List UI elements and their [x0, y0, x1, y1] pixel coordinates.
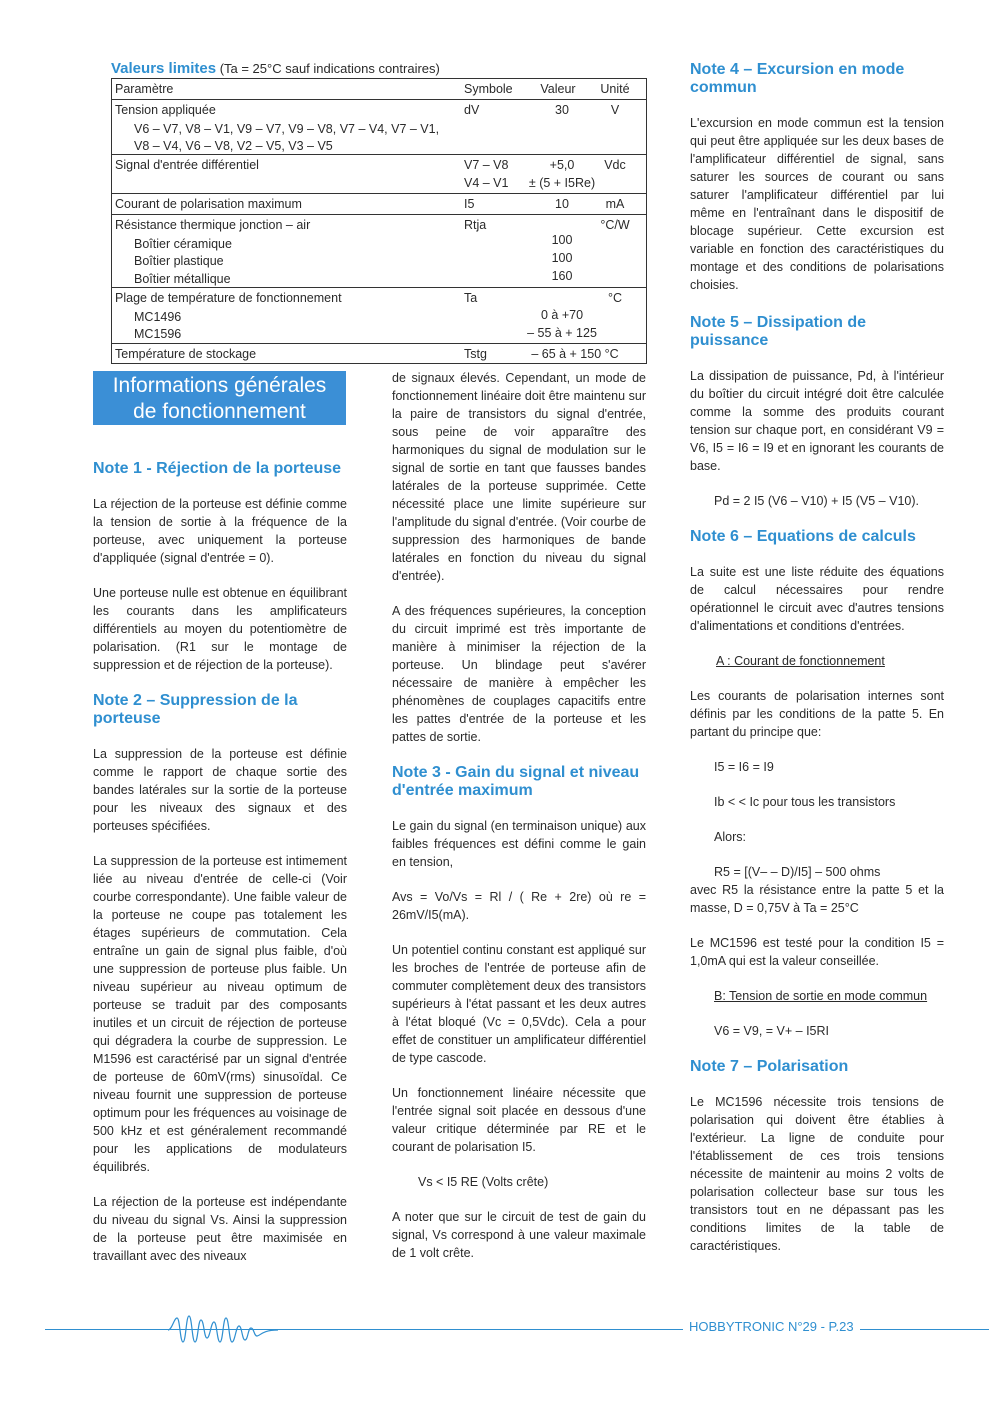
limits-title-note: (Ta = 25°C sauf indications contraires) — [219, 61, 440, 76]
note2-paragraph-4: A des fréquences supérieures, la conception du circuit imprimé est très importante de manière à minimiser la réjection de la porteuse. Un blindage peut s'avérer nécessaire de manière à empêcher les phénomènes de couplages capacitifs entre les pattes d'entrée de la porteuse et les pattes de sortie. — [392, 604, 646, 744]
note6-subheading-b-wrap — [690, 987, 944, 1005]
tension-value: 30 — [555, 103, 569, 117]
note6-paragraph-4: Le MC1596 est testé pour la condition I5 = 1,0mA qui est la valeur conseillée. — [690, 936, 944, 968]
note4-paragraph: L'excursion en mode commun est la tension qui peut être appliquée sur les deux bases de l'amplificateur différentiel de signal, sans saturer les sources de courant ou sans saturer l'amplificateur différentiel par lui même en l'entraînant dans le dispositif de blocage supérieur. Cette excursion est variable en fonction des caractéristiques du montage et des conditions de polarisations choisies. — [690, 116, 944, 292]
note2-heading: Note 2 – Suppression de la porteuse — [93, 692, 298, 727]
plage-unit: °C — [607, 291, 623, 305]
column-1 — [93, 460, 347, 1265]
stockage-label: Température de stockage — [115, 347, 257, 361]
note6-paragraph-1: La suite est une liste réduite des équations de calcul nécessaires pour rendre opérationnel le circuit avec d'autres tensions d'alimentations et conditions d'entrées. — [690, 565, 944, 633]
note6-equation-2: Ib < < Ic pour tous les transistors — [714, 795, 896, 809]
signal-label: Signal d'entrée différentiel — [115, 158, 259, 172]
plage-val1: 0 à +70 — [540, 308, 584, 322]
note6-equation-4: V6 = V9, = V+ – I5RI — [714, 1024, 830, 1038]
resistance-unit: °C/W — [600, 218, 630, 232]
courant-symbol: I5 — [464, 197, 475, 211]
note1-heading: Note 1 - Réjection de la porteuse — [93, 460, 342, 477]
note7-paragraph: Le MC1596 nécessite trois tensions de polarisation qui doivent être établies à l'extérieur. La ligne de conduite pour l'établissement de ces trois tensions nécessite de maintenir au moins 2 volts de polarisation collecteur base sur tous les transistors tout en ne dépassant pas les conditions limites de la table de caractéristiques. — [690, 1095, 944, 1253]
plage-sub2: MC1596 — [134, 327, 182, 341]
signal-symbol1: V7 – V8 — [464, 158, 509, 172]
note2-continued-paragraph: de signaux élevés. Cependant, un mode de fonctionnement linéaire doit être maintenu sur la paire de transistors du signal d'entrée, sous peine de voir apparaître des harmoniques du signal de modulation sur le signal de sortie en tant que fausses bandes latérales de la porteuse supprimée. Cette nécessité place une limite supérieure sur l'amplitude du signal d'entrée. (Voir courbe de suppression des harmoniques de bande latérales en fonction du niveau du signal d'entrée). — [392, 371, 646, 583]
banner-line1: Informations générales — [112, 374, 327, 397]
limits-table — [111, 78, 647, 364]
resistance-val2: 100 — [551, 251, 573, 265]
note6-heading: Note 6 – Equations de calculs — [690, 528, 916, 545]
limits-table-section — [111, 60, 647, 364]
plage-label: Plage de température de fonctionnement — [115, 291, 342, 305]
note6-subheading-b: B: Tension de sortie en mode commun — [714, 989, 928, 1003]
stockage-symbol: Tstg — [464, 347, 487, 361]
note5-paragraph: La dissipation de puissance, Pd, à l'intérieur du boîtier du circuit intégré doit être calculée comme la somme des produits courant tension sur chaque port, en considérant V9 = V6, I5 = I6 = I9 et en ignorant les courants de base. — [690, 369, 944, 473]
plage-sub1: MC1496 — [134, 309, 182, 324]
signal-unit: Vdc — [604, 158, 626, 172]
note3-heading: Note 3 - Gain du signal et niveau d'entrée maximum — [392, 764, 640, 799]
header-symbol: Symbole — [464, 82, 513, 96]
note5-heading: Note 5 – Dissipation de puissance — [690, 314, 867, 349]
tension-unit: V — [610, 103, 620, 117]
limits-title: Valeurs limites — [111, 60, 217, 77]
tension-label: Tension appliquée — [115, 103, 216, 117]
note2-paragraph-3: La réjection de la porteuse est indépendante du niveau du signal Vs. Ainsi la suppression de la porteuse peut être maximisée en travaillant avec des niveaux — [93, 1195, 347, 1263]
note1-paragraph-2: Une porteuse nulle est obtenue en équilibrant les courants dans les amplificateurs différentiels au moyen du potentiomètre de polarisation. (R1 sur le montage de suppression et de réjection de la porteuse). — [93, 586, 347, 672]
section-banner — [93, 371, 346, 425]
note2-paragraph-1: La suppression de la porteuse est définie comme le rapport de chaque sortie des bandes latérales sur la sortie de la porteuse pour les niveaux des signaux et des porteuses spécifiées. — [93, 747, 347, 833]
tension-sub1: V6 – V7, V8 – V1, V9 – V7, V9 – V8, V7 – V4, V7 – V1, — [134, 121, 440, 136]
courant-unit: mA — [605, 197, 625, 211]
table-row-tension — [112, 99, 646, 154]
resistance-sub1: Boîtier céramique — [134, 236, 232, 251]
signal-symbol2: V4 – V1 — [464, 176, 509, 190]
table-row-signal — [112, 154, 646, 193]
note3-equation-2: Vs < I5 RE (Volts crête) — [418, 1175, 549, 1189]
stockage-value: – 65 à + 150 °C — [531, 347, 619, 361]
resistance-val1: 100 — [551, 233, 573, 247]
header-param: Paramètre — [115, 82, 174, 96]
resistance-label: Résistance thermique jonction – air — [115, 218, 311, 232]
table-row-plage — [112, 287, 646, 343]
note7-heading: Note 7 – Polarisation — [690, 1058, 849, 1075]
note6-subheading-a: A : Courant de fonctionnement — [716, 654, 885, 668]
table-header-row — [112, 79, 646, 99]
resistance-sub3: Boîtier métallique — [134, 271, 231, 286]
tension-symbol: dV — [464, 103, 480, 117]
note6-subheading-a-wrap — [690, 652, 944, 670]
note3-paragraph-4: A noter que sur le circuit de test de gain du signal, Vs correspond à une valeur maximale de 1 volt crête. — [392, 1210, 646, 1260]
table-row-stockage — [112, 343, 646, 363]
note3-paragraph-2: Un potentiel continu constant est appliqué sur les broches de l'entrée de porteuse afin de commuter complètement deux des transistors supérieurs à l'état passant et les deux autres à l'état bloqué (Vc = 0,5Vdc). Cela a pour effet de constituer un amplificateur différentiel de type cascode. — [392, 943, 646, 1065]
resistance-sub2: Boîtier plastique — [134, 254, 224, 268]
table-row-courant — [112, 193, 646, 214]
resistance-val3: 160 — [551, 269, 573, 283]
tension-sub2: V8 – V4, V6 – V8, V2 – V5, V3 – V5 — [134, 139, 333, 153]
note5-equation: Pd = 2 I5 (V6 – V10) + I5 (V5 – V10). — [714, 494, 919, 508]
signal-value1: +5,0 — [549, 158, 575, 172]
note6-paragraph-3: avec R5 la résistance entre la patte 5 et la masse, D = 0,75V à Ta = 25°C — [690, 883, 944, 915]
limits-title-line — [111, 60, 647, 78]
note6-equation-1: I5 = I6 = I9 — [714, 760, 774, 774]
table-row-resistance — [112, 214, 646, 287]
note1-paragraph-1: La réjection de la porteuse est définie comme la tension de sortie à la fréquence de la porteuse, avec uniquement la porteuse d'appliquée (signal d'entrée = 0). — [93, 497, 347, 565]
column-3 — [690, 61, 944, 1255]
note6-alors: Alors: — [714, 830, 746, 844]
plage-val2: – 55 à + 125 — [527, 326, 597, 340]
resistance-symbol: Rtja — [464, 218, 487, 232]
note3-paragraph-1: Le gain du signal (en terminaison unique) aux faibles fréquences est défini comme le gain en tension, — [392, 819, 646, 869]
waveform-logo-icon — [168, 1312, 278, 1348]
note6-paragraph-2: Les courants de polarisation internes sont définis par les conditions de la patte 5. En partant du principe que: — [690, 689, 944, 739]
note3-paragraph-3: Un fonctionnement linéaire nécessite que l'entrée signal soit placée en dessous d'une valeur critique déterminée par RE et le courant de polarisation I5. — [392, 1086, 646, 1154]
courant-label: Courant de polarisation maximum — [115, 197, 302, 211]
note3-equation-1: Avs = Vo/Vs = Rl / ( Re + 2re) où re = 26mV/I5(mA). — [392, 890, 646, 922]
note2-paragraph-2: La suppression de la porteuse est intimement liée au niveau d'entrée de celle-ci (Voir courbe correspondante). Une faible valeur de la porteuse ne coupe pas totalement les étages supérieurs de commutation. Cela entraîne un gain de signal plus faible, d'où une suppression de porteuse plus faible. Un niveau supérieur au niveau optimum de porteuse se traduit par des composants inutiles et un circuit de réjection de porteuse qui dégradera la courbe de suppression. Le M1596 est caractérisé par un signal d'entrée de porteuse de 60mV(rms) sinusoïdal. Ce niveau fournit une suppression de porteuse optimum pour les fréquences au voisinage de 500 kHz et est généralement recommandé pour les applications de modulateurs équilibrés. — [93, 854, 347, 1174]
banner-line2: de fonctionnement — [133, 400, 306, 423]
footer-page-label: HOBBYTRONIC N°29 - P.23 — [683, 1319, 860, 1334]
column-2 — [392, 369, 646, 1262]
courant-value: 10 — [555, 197, 569, 211]
signal-value2: ± (5 + I5Re) — [528, 176, 596, 190]
note6-equation-3: R5 = [(V– – D)/I5] – 500 ohms — [714, 865, 881, 879]
note4-heading: Note 4 – Excursion en mode commun — [690, 61, 905, 96]
header-unit: Unité — [600, 82, 630, 96]
plage-symbol: Ta — [464, 291, 478, 305]
header-value: Valeur — [540, 82, 576, 96]
